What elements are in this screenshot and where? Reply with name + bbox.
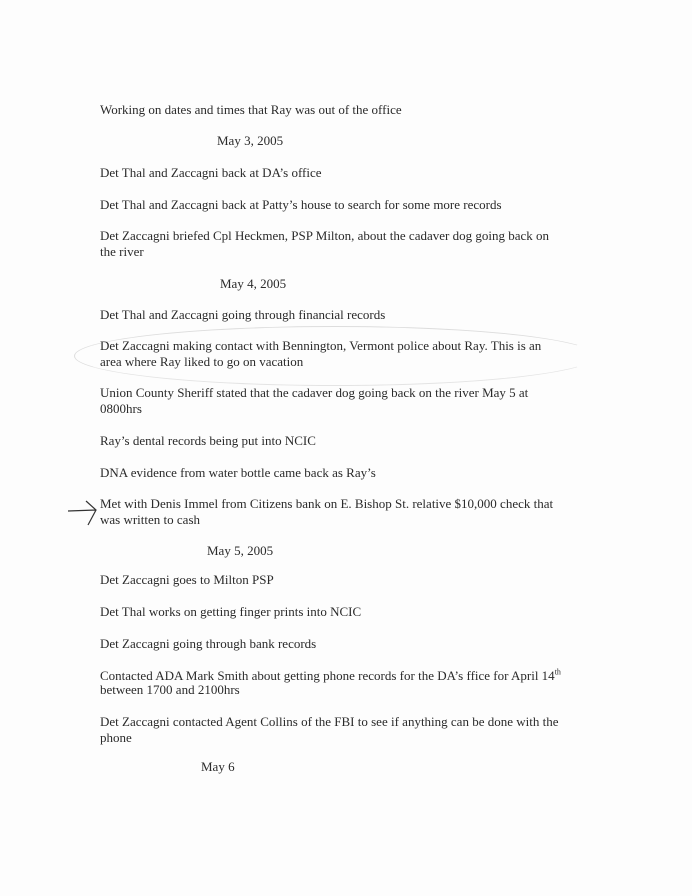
entry: Det Zaccagni goes to Milton PSP xyxy=(100,572,274,587)
entry: was written to cash xyxy=(100,512,201,527)
entry: Met with Denis Immel from Citizens bank on E. Bishop St. relative $10,000 check that xyxy=(100,496,554,511)
entry: Working on dates and times that Ray was out of the office xyxy=(100,102,402,117)
entry: the river xyxy=(100,244,144,259)
date-heading: May 5, 2005 xyxy=(207,543,274,558)
entry: Ray’s dental records being put into NCIC xyxy=(100,433,316,448)
entry: DNA evidence from water bottle came back as Ray’s xyxy=(100,465,376,480)
entry: Det Zaccagni briefed Cpl Heckmen, PSP Milton, about the cadaver dog going back on xyxy=(100,228,549,243)
entry: phone xyxy=(100,730,132,745)
entry: Det Thal and Zaccagni going through financial records xyxy=(100,307,386,322)
entry: Union County Sheriff stated that the cadaver dog going back on the river May 5 at xyxy=(100,385,529,400)
entry: Det Zaccagni contacted Agent Collins of the FBI to see if anything can be done with the xyxy=(100,714,559,729)
superscript: th xyxy=(554,667,561,677)
date-heading: May 6 xyxy=(201,759,235,774)
date-heading: May 4, 2005 xyxy=(220,276,287,291)
entry: 0800hrs xyxy=(100,401,142,416)
date-heading: May 3, 2005 xyxy=(217,133,284,148)
entry: area where Ray liked to go on vacation xyxy=(100,354,304,369)
entry: Det Zaccagni going through bank records xyxy=(100,636,317,651)
entry-text: Contacted ADA Mark Smith about getting phone records for the DA’s ffice for April 14 xyxy=(100,668,555,683)
entry: Det Thal works on getting finger prints into NCIC xyxy=(100,604,362,619)
entry: Det Thal and Zaccagni back at DA’s office xyxy=(100,165,322,180)
handwritten-arrow-icon xyxy=(66,497,100,527)
entry: Det Zaccagni making contact with Bennington, Vermont police about Ray. This is an xyxy=(100,338,542,353)
entry: between 1700 and 2100hrs xyxy=(100,682,240,697)
entry: Det Thal and Zaccagni back at Patty’s house to search for some more records xyxy=(100,197,502,212)
